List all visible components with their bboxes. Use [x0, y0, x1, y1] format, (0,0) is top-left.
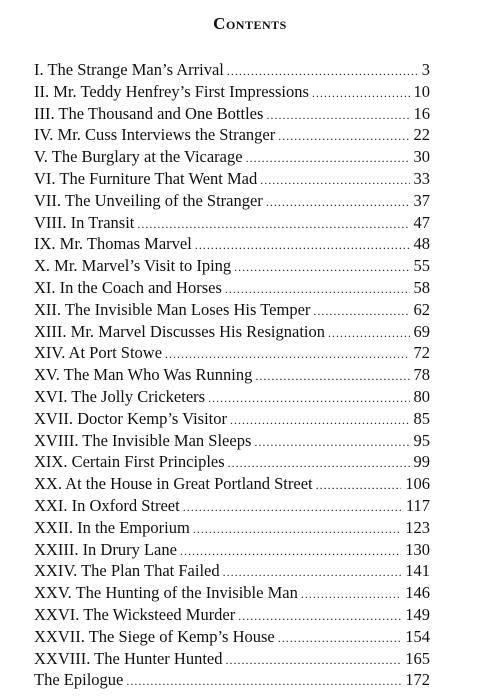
toc-entry	[34, 321, 430, 343]
dot-leader	[225, 279, 410, 301]
toc-entry	[34, 233, 430, 255]
chapter-title: X. Mr. Marvel’s Visit to Iping	[34, 256, 232, 276]
page-number: 117	[405, 495, 430, 515]
dot-leader	[183, 497, 402, 519]
chapter-title: II. Mr. Teddy Henfrey’s First Impressions	[34, 81, 309, 101]
page-number: 33	[413, 168, 430, 188]
page-number: 99	[413, 452, 430, 472]
chapter-title: V. The Burglary at the Vicarage	[34, 147, 243, 167]
toc-entry	[34, 517, 430, 539]
page-number: 30	[413, 147, 430, 167]
dot-leader	[234, 257, 409, 279]
dot-leader	[328, 323, 409, 345]
page-number: 48	[413, 234, 430, 254]
toc-entry	[34, 626, 430, 648]
toc-entry	[34, 59, 430, 81]
toc-entry	[34, 255, 430, 277]
chapter-title: VIII. In Transit	[34, 212, 135, 232]
toc-entry	[34, 560, 430, 582]
page-number: 165	[405, 648, 430, 668]
toc-entry	[34, 299, 430, 321]
chapter-title: XVI. The Jolly Cricketers	[34, 386, 206, 406]
dot-leader	[266, 192, 410, 214]
toc-entry	[34, 212, 430, 234]
page-number: 47	[413, 212, 430, 232]
toc-entry	[34, 168, 430, 190]
page-number: 80	[413, 386, 430, 406]
dot-leader	[165, 344, 409, 366]
toc-entry	[34, 539, 430, 561]
chapter-title: VI. The Furniture That Went Mad	[34, 168, 258, 188]
chapter-title: XXIV. The Plan That Failed	[34, 561, 220, 581]
toc-entry	[34, 648, 430, 670]
toc-entry	[34, 473, 430, 495]
dot-leader	[195, 235, 410, 257]
page-number: 141	[405, 561, 430, 581]
dot-leader	[227, 61, 418, 83]
page-number: 123	[405, 517, 430, 537]
dot-leader	[255, 366, 409, 388]
dot-leader	[238, 606, 401, 628]
chapter-title: XIV. At Port Stowe	[34, 343, 163, 363]
toc-entry	[34, 582, 430, 604]
dot-leader	[230, 410, 409, 432]
chapter-title: XV. The Man Who Was Running	[34, 365, 253, 385]
page-number: 106	[405, 474, 430, 494]
dot-leader	[180, 541, 401, 563]
dot-leader	[228, 453, 410, 475]
toc-entry	[34, 669, 430, 691]
toc-entry	[34, 495, 430, 517]
toc-entry	[34, 277, 430, 299]
chapter-title: XX. At the House in Great Portland Street	[34, 474, 313, 494]
chapter-title: XII. The Invisible Man Loses His Temper	[34, 299, 311, 319]
chapter-title: I. The Strange Man’s Arrival	[34, 60, 224, 79]
dot-leader	[313, 301, 409, 323]
chapter-title: XXVI. The Wicksteed Murder	[34, 604, 236, 624]
chapter-title: III. The Thousand and One Bottles	[34, 103, 264, 123]
toc-entry	[34, 342, 430, 364]
page-number: 69	[413, 321, 430, 341]
page-number: 37	[413, 190, 430, 210]
dot-leader	[260, 170, 409, 192]
dot-leader	[137, 214, 409, 236]
dot-leader	[316, 475, 402, 497]
page-number: 58	[413, 277, 430, 297]
toc-entry	[34, 146, 430, 168]
toc-entry	[34, 430, 430, 452]
table-of-contents	[34, 59, 430, 691]
chapter-title: The Epilogue	[34, 670, 124, 690]
toc-entry	[34, 81, 430, 103]
chapter-title: IV. Mr. Cuss Interviews the Stranger	[34, 125, 276, 145]
dot-leader	[126, 671, 401, 693]
dot-leader	[208, 388, 409, 410]
toc-entry	[34, 124, 430, 146]
toc-entry	[34, 386, 430, 408]
page-number: 149	[405, 604, 430, 624]
chapter-title: XIII. Mr. Marvel Discusses His Resignation	[34, 321, 326, 341]
page-number: 3	[421, 60, 430, 79]
toc-entry	[34, 451, 430, 473]
dot-leader	[312, 83, 410, 105]
chapter-title: XXVIII. The Hunter Hunted	[34, 648, 223, 668]
toc-entry	[34, 103, 430, 125]
page-number: 16	[413, 103, 430, 123]
page-number: 78	[413, 365, 430, 385]
page-number: 72	[413, 343, 430, 363]
chapter-title: VII. The Unveiling of the Stranger	[34, 190, 263, 210]
chapter-title: XI. In the Coach and Horses	[34, 277, 222, 297]
chapter-title: XXI. In Oxford Street	[34, 495, 180, 515]
page-number: 154	[405, 626, 430, 646]
chapter-title: XXV. The Hunting of the Invisible Man	[34, 583, 298, 603]
page-number: 85	[413, 408, 430, 428]
page-number: 10	[413, 81, 430, 101]
dot-leader	[266, 105, 409, 127]
chapter-title: XXIII. In Drury Lane	[34, 539, 177, 559]
toc-entry	[34, 408, 430, 430]
dot-leader	[278, 126, 409, 148]
dot-leader	[246, 148, 410, 170]
chapter-title: XIX. Certain First Principles	[34, 452, 225, 472]
toc-entry	[34, 364, 430, 386]
page-number: 146	[405, 583, 430, 603]
chapter-title: XXVII. The Siege of Kemp’s House	[34, 626, 275, 646]
chapter-title: XXII. In the Emporium	[34, 517, 190, 537]
dot-leader	[254, 432, 409, 454]
dot-leader	[301, 584, 401, 606]
chapter-title: IX. Mr. Thomas Marvel	[34, 234, 192, 254]
page-number: 55	[413, 256, 430, 276]
chapter-title: XVII. Doctor Kemp’s Visitor	[34, 408, 228, 428]
page-number: 130	[405, 539, 430, 559]
page-number: 172	[405, 670, 430, 690]
page-number: 95	[413, 430, 430, 450]
dot-leader	[223, 562, 402, 584]
dot-leader	[225, 650, 401, 672]
dot-leader	[278, 628, 402, 650]
dot-leader	[193, 519, 401, 541]
page-number: 22	[413, 125, 430, 145]
chapter-title: XVIII. The Invisible Man Sleeps	[34, 430, 252, 450]
page-number: 62	[413, 299, 430, 319]
contents-heading: Contents	[213, 14, 287, 33]
toc-entry	[34, 604, 430, 626]
toc-entry	[34, 190, 430, 212]
